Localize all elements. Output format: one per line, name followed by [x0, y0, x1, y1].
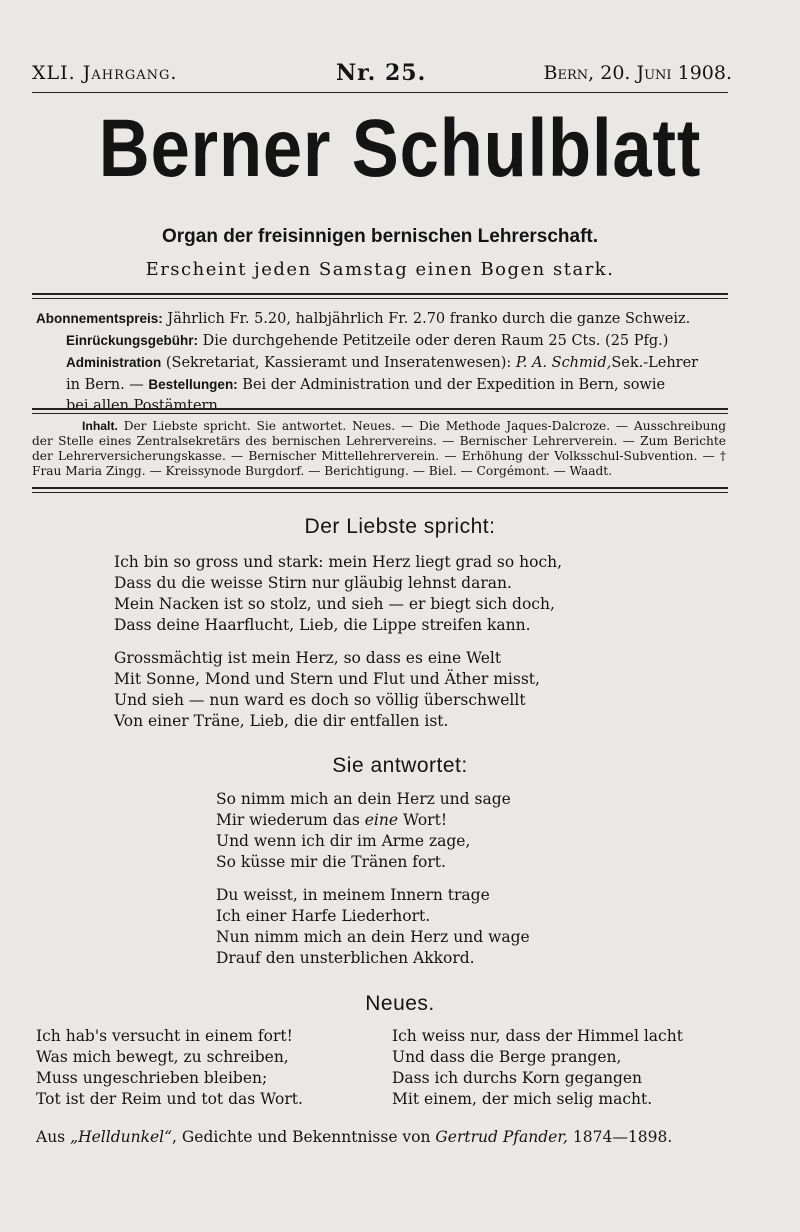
toc-text: Der Liebste spricht. Sie antwortet. Neues. — Die Methode Jaques-Dalcroze. — Ausschreibung der Stelle eines Zentralsekretärs des bernischen Lehrervereins. — Bernischer Lehrerverein. — Zum Berichte der Lehrerversicherungskasse. — Bernischer Mittellehrerverein. — Erhöhung der Volksschul-Subvention. — † Frau Maria Zingg. — Kreissynode Burgdorf. — Berichtigung. — Biel. — Corgémont. — Waadt.: [32, 419, 726, 478]
divider: [32, 487, 728, 489]
verse-line: Drauf den unsterblichen Akkord.: [216, 949, 475, 967]
emphasis: eine: [364, 811, 399, 829]
verse-line: Dass deine Haarflucht, Lieb, die Lippe streifen kann.: [114, 616, 531, 634]
issue-number: Nr. 25.: [336, 60, 427, 86]
verse-line: Von einer Träne, Lieb, die dir entfallen ist.: [114, 712, 449, 730]
appearance-note: Erscheint jeden Samstag einen Bogen stark.: [145, 259, 615, 280]
insertion-label: Einrückungsgebühr:: [66, 333, 199, 348]
source-author: Gertrud Pfander,: [435, 1128, 568, 1146]
verse-line: Muss ungeschrieben bleiben;: [36, 1069, 268, 1087]
toc-label: Inhalt.: [82, 419, 118, 433]
verse-line: Ich bin so gross und stark: mein Herz liegt grad so hoch,: [114, 553, 563, 571]
poem-title-3: Neues.: [365, 992, 435, 1015]
poem-1: [114, 552, 562, 732]
orders-text: Bei der Administration und der Expedition in Bern, sowie: [242, 377, 666, 393]
poem-2: [216, 789, 530, 969]
source-middle: , Gedichte und Bekenntnisse von: [172, 1128, 431, 1146]
divider: [32, 408, 728, 410]
administration-label: Administration: [66, 355, 162, 370]
verse-line: Was mich bewegt, zu schreiben,: [36, 1048, 289, 1066]
verse-line: So küsse mir die Tränen fort.: [216, 853, 446, 871]
insertion-text: Die durchgehende Petitzeile oder deren Raum 25 Cts. (25 Pfg.): [202, 333, 669, 349]
verse-line: Du weisst, in meinem Innern trage: [216, 886, 490, 904]
divider: [32, 298, 728, 299]
verse-line: Tot ist der Reim und tot das Wort.: [36, 1090, 303, 1108]
source-years: 1874—1898.: [572, 1128, 673, 1146]
poem-3-right-column: [392, 1026, 683, 1110]
verse-line: Mein Nacken ist so stolz, und sieh — er biegt sich doch,: [114, 595, 555, 613]
verse-line: Und dass die Berge prangen,: [392, 1048, 622, 1066]
divider: [32, 413, 728, 414]
source-prefix: Aus: [36, 1128, 66, 1146]
verse-line: Ich hab's versucht in einem fort!: [36, 1027, 293, 1045]
verse-line: Ich weiss nur, dass der Himmel lacht: [392, 1027, 683, 1045]
abo-label: Abonnementspreis:: [36, 311, 163, 326]
administration-name: P. A. Schmid,: [515, 355, 612, 371]
administration-text: (Sekretariat, Kassieramt und Inseratenwesen):: [165, 355, 512, 371]
place-date: Bern, 20. Juni 1908.: [543, 62, 732, 84]
poem-title-2: Sie antwortet:: [332, 754, 468, 777]
source-book: „Helldunkel“: [70, 1128, 173, 1146]
verse-line: Nun nimm mich an dein Herz und wage: [216, 928, 530, 946]
volume-year: XLI. Jahrgang.: [32, 62, 178, 84]
verse-line: Und sieh — nun ward es doch so völlig überschwellt: [114, 691, 526, 709]
verse-line: Und wenn ich dir im Arme zage,: [216, 832, 471, 850]
orders-label: Bestellungen:: [148, 377, 238, 392]
orders-line3: bei allen Postämtern.: [66, 398, 223, 414]
divider: [32, 492, 728, 493]
verse-line: Grossmächtig ist mein Herz, so dass es eine Welt: [114, 649, 502, 667]
table-of-contents: [32, 419, 726, 479]
verse-line: So nimm mich an dein Herz und sage: [216, 790, 511, 808]
source-citation: [36, 1128, 736, 1146]
abo-text: Jährlich Fr. 5.20, halbjährlich Fr. 2.70 franko durch die ganze Schweiz.: [167, 311, 691, 327]
poem-title-1: Der Liebste spricht:: [304, 515, 496, 538]
verse-line: Mir wiederum das eine Wort!: [216, 811, 448, 829]
verse-line: Mit Sonne, Mond und Stern und Flut und Äther misst,: [114, 670, 540, 688]
verse-line: Dass du die weisse Stirn nur gläubig lehnst daran.: [114, 574, 512, 592]
divider: [32, 92, 728, 93]
poem-3-left-column: [36, 1026, 303, 1110]
divider: [32, 293, 728, 295]
verse-line: Ich einer Harfe Liederhort.: [216, 907, 431, 925]
verse-line: Mit einem, der mich selig macht.: [392, 1090, 653, 1108]
administration-line2: in Bern. —: [66, 377, 144, 393]
masthead-subtitle: Organ der freisinnigen bernischen Lehrerschaft.: [161, 226, 599, 247]
administration-tail: Sek.-Lehrer: [611, 355, 699, 371]
masthead-title: Berner Schulblatt: [98, 103, 702, 194]
subscription-info: [36, 308, 726, 417]
verse-line: Dass ich durchs Korn gegangen: [392, 1069, 643, 1087]
